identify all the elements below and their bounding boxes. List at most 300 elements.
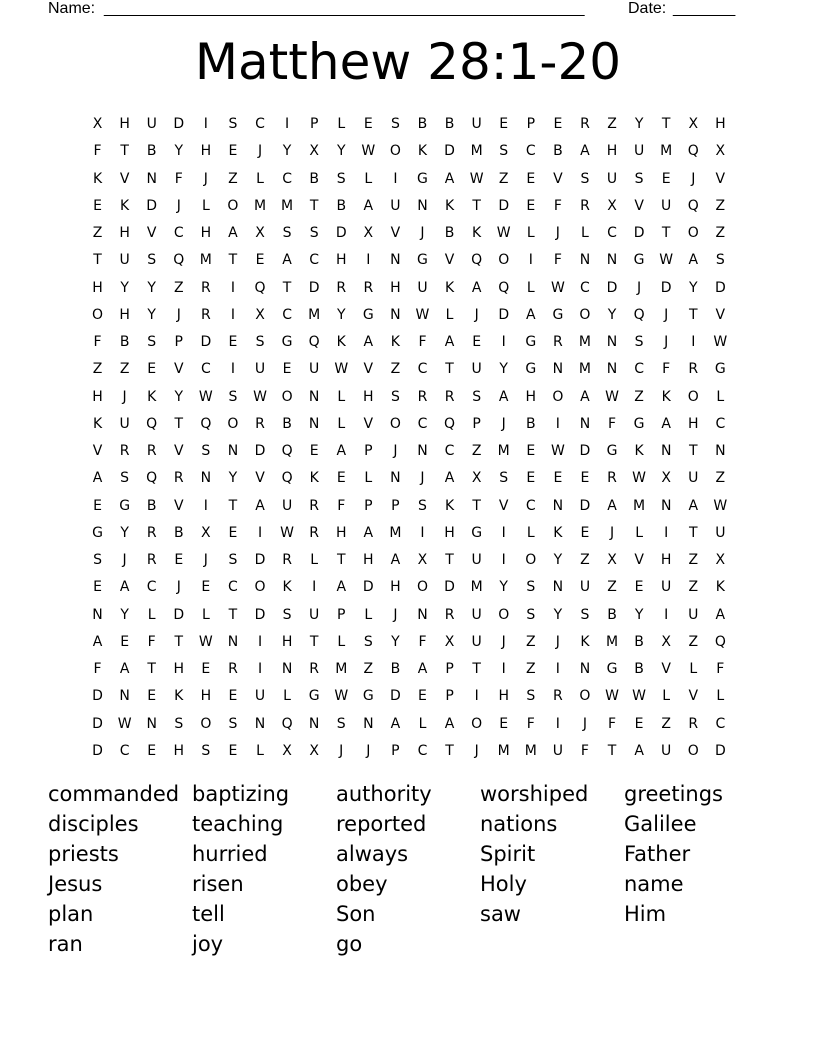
grid-letter[interactable]: Y (147, 306, 156, 323)
grid-letter[interactable]: K (390, 334, 400, 350)
grid-letter[interactable]: E (147, 688, 157, 705)
grid-letter[interactable]: C (417, 415, 428, 432)
grid-letter[interactable]: A (688, 252, 699, 269)
grid-letter[interactable]: T (174, 633, 184, 650)
grid-letter[interactable]: T (445, 361, 454, 378)
grid-letter[interactable]: E (634, 715, 644, 732)
grid-letter[interactable]: Y (228, 470, 238, 487)
grid-letter[interactable]: I (230, 279, 235, 296)
grid-letter[interactable]: U (688, 606, 699, 623)
grid-letter[interactable]: N (363, 715, 374, 732)
grid-letter[interactable]: J (420, 225, 425, 241)
grid-letter[interactable]: G (281, 334, 293, 350)
grid-letter[interactable]: B (634, 661, 644, 677)
grid-letter[interactable]: E (553, 470, 563, 487)
grid-letter[interactable]: M (470, 143, 483, 160)
grid-letter[interactable]: X (309, 143, 319, 160)
grid-letter[interactable]: Y (120, 524, 129, 541)
grid-letter[interactable]: L (147, 606, 156, 623)
grid-letter[interactable]: B (390, 661, 401, 677)
grid-letter[interactable]: F (607, 715, 617, 732)
grid-letter[interactable]: C (228, 579, 238, 596)
grid-letter[interactable]: W (198, 633, 213, 650)
grid-letter[interactable]: E (472, 334, 482, 350)
grid-letter[interactable]: D (173, 116, 185, 132)
grid-letter[interactable]: E (499, 715, 509, 732)
grid-letter[interactable]: B (634, 633, 644, 650)
grid-letter[interactable]: N (146, 715, 157, 732)
grid-letter[interactable]: N (660, 443, 672, 459)
grid-letter[interactable]: N (308, 388, 320, 405)
grid-letter[interactable]: R (309, 497, 320, 514)
grid-letter[interactable]: O (471, 715, 483, 732)
grid-letter[interactable]: Z (92, 361, 103, 378)
grid-letter[interactable]: Q (200, 415, 212, 432)
grid-letter[interactable]: S (228, 116, 238, 132)
grid-letter[interactable]: D (362, 579, 374, 596)
grid-letter[interactable]: T (445, 742, 454, 759)
grid-letter[interactable]: O (552, 388, 564, 405)
grid-letter[interactable]: A (580, 388, 590, 405)
grid-letter[interactable]: V (634, 552, 644, 568)
grid-letter[interactable]: H (660, 552, 672, 568)
grid-letter[interactable]: T (120, 143, 129, 160)
grid-letter[interactable]: N (227, 443, 239, 459)
grid-letter[interactable]: E (228, 688, 238, 705)
grid-letter[interactable]: R (173, 470, 184, 487)
grid-letter[interactable]: B (282, 415, 292, 432)
grid-letter[interactable]: X (92, 116, 103, 132)
grid-letter[interactable]: Z (580, 552, 590, 568)
grid-letter[interactable]: A (444, 715, 455, 732)
grid-letter[interactable]: R (607, 470, 617, 487)
grid-letter[interactable]: T (688, 306, 698, 323)
grid-letter[interactable]: F (662, 361, 671, 378)
grid-letter[interactable]: I (230, 361, 235, 378)
grid-letter[interactable]: X (607, 197, 617, 214)
grid-letter[interactable]: E (580, 524, 590, 541)
grid-letter[interactable]: U (309, 606, 320, 623)
grid-letter[interactable]: A (119, 661, 130, 677)
grid-letter[interactable]: T (445, 552, 454, 568)
grid-letter[interactable]: Y (391, 633, 400, 650)
grid-letter[interactable]: O (92, 306, 104, 323)
grid-letter[interactable]: T (309, 197, 319, 214)
grid-letter[interactable]: E (526, 443, 536, 459)
grid-letter[interactable]: D (498, 306, 510, 323)
grid-letter[interactable]: C (282, 306, 292, 323)
grid-letter[interactable]: X (661, 633, 671, 650)
grid-letter[interactable]: H (200, 143, 212, 160)
grid-letter[interactable]: N (606, 361, 618, 378)
grid-letter[interactable]: S (201, 742, 211, 759)
grid-letter[interactable]: L (364, 606, 373, 623)
grid-letter[interactable]: T (688, 524, 698, 541)
grid-letter[interactable]: S (526, 606, 536, 623)
grid-letter[interactable]: J (339, 742, 344, 759)
grid-letter[interactable]: W (496, 225, 511, 241)
grid-letter[interactable]: R (119, 443, 130, 459)
grid-letter[interactable]: D (633, 225, 645, 241)
grid-letter[interactable]: D (444, 143, 455, 160)
grid-letter[interactable]: K (715, 579, 725, 596)
grid-letter[interactable]: G (92, 524, 103, 541)
grid-letter[interactable]: S (336, 715, 346, 732)
grid-letter[interactable]: K (634, 443, 644, 459)
grid-letter[interactable]: N (119, 688, 130, 705)
grid-letter[interactable]: Z (525, 661, 536, 677)
grid-letter[interactable]: J (176, 197, 181, 214)
grid-letter[interactable]: I (555, 415, 560, 432)
grid-letter[interactable]: A (498, 388, 509, 405)
grid-letter[interactable]: S (174, 715, 184, 732)
grid-letter[interactable]: D (308, 279, 320, 296)
grid-letter[interactable]: C (173, 225, 184, 241)
grid-letter[interactable]: Z (525, 633, 536, 650)
grid-letter[interactable]: Z (634, 388, 644, 405)
grid-letter[interactable]: A (580, 143, 590, 160)
grid-letter[interactable]: E (228, 334, 238, 350)
grid-letter[interactable]: S (390, 388, 400, 405)
grid-letter[interactable]: C (607, 225, 617, 241)
grid-letter[interactable]: C (417, 361, 428, 378)
grid-letter[interactable]: S (418, 497, 427, 514)
grid-letter[interactable]: C (282, 170, 292, 187)
grid-letter[interactable]: W (469, 170, 484, 187)
grid-letter[interactable]: X (607, 552, 617, 568)
grid-letter[interactable]: I (501, 334, 506, 350)
grid-letter[interactable]: U (552, 742, 563, 759)
grid-letter[interactable]: V (390, 225, 401, 241)
grid-letter[interactable]: D (254, 443, 266, 459)
grid-letter[interactable]: S (634, 170, 644, 187)
grid-letter[interactable]: R (363, 279, 374, 296)
grid-letter[interactable]: D (92, 688, 103, 705)
grid-letter[interactable]: P (364, 443, 373, 459)
grid-letter[interactable]: D (444, 579, 455, 596)
grid-letter[interactable]: C (417, 742, 428, 759)
grid-letter[interactable]: M (308, 306, 321, 323)
grid-letter[interactable]: Y (607, 306, 617, 323)
grid-letter[interactable]: A (363, 197, 374, 214)
grid-letter[interactable]: G (552, 306, 564, 323)
grid-letter[interactable]: D (254, 606, 266, 623)
grid-letter[interactable]: Y (634, 606, 644, 623)
grid-letter[interactable]: V (634, 197, 644, 214)
grid-letter[interactable]: K (92, 415, 103, 432)
grid-letter[interactable]: L (526, 279, 535, 296)
grid-letter[interactable]: R (282, 552, 292, 568)
grid-letter[interactable]: K (444, 197, 455, 214)
grid-letter[interactable]: J (664, 306, 669, 323)
grid-letter[interactable]: T (228, 606, 238, 623)
grid-letter[interactable]: K (174, 688, 184, 705)
grid-letter[interactable]: K (472, 225, 482, 241)
grid-letter[interactable]: A (228, 225, 238, 241)
grid-letter[interactable]: I (203, 116, 208, 132)
grid-letter[interactable]: O (687, 742, 699, 759)
grid-letter[interactable]: A (363, 524, 374, 541)
grid-letter[interactable]: Q (308, 334, 320, 350)
grid-letter[interactable]: A (634, 742, 644, 759)
grid-letter[interactable]: E (526, 170, 536, 187)
grid-letter[interactable]: S (526, 688, 536, 705)
grid-letter[interactable]: J (474, 306, 479, 323)
grid-letter[interactable]: P (391, 742, 400, 759)
grid-letter[interactable]: H (92, 388, 103, 405)
grid-letter[interactable]: A (92, 470, 103, 487)
grid-letter[interactable]: E (634, 579, 644, 596)
grid-letter[interactable]: K (444, 497, 455, 514)
grid-letter[interactable]: R (309, 661, 320, 677)
grid-letter[interactable]: S (336, 170, 346, 187)
grid-letter[interactable]: L (445, 306, 454, 323)
grid-letter[interactable]: C (255, 116, 265, 132)
grid-letter[interactable]: N (146, 170, 157, 187)
grid-letter[interactable]: S (147, 334, 157, 350)
grid-letter[interactable]: U (417, 279, 428, 296)
grid-letter[interactable]: N (606, 334, 618, 350)
grid-letter[interactable]: K (336, 334, 346, 350)
grid-letter[interactable]: A (607, 497, 617, 514)
grid-letter[interactable]: X (201, 524, 211, 541)
grid-letter[interactable]: Z (92, 225, 103, 241)
grid-letter[interactable]: X (255, 225, 265, 241)
grid-letter[interactable]: N (200, 470, 212, 487)
grid-letter[interactable]: V (715, 306, 726, 323)
grid-letter[interactable]: M (470, 579, 483, 596)
grid-letter[interactable]: F (174, 170, 183, 187)
grid-letter[interactable]: Z (498, 170, 509, 187)
grid-letter[interactable]: C (444, 443, 455, 459)
grid-letter[interactable]: H (335, 252, 347, 269)
grid-letter[interactable]: T (309, 633, 319, 650)
grid-letter[interactable]: I (257, 633, 263, 650)
grid-letter[interactable]: S (282, 225, 292, 241)
grid-letter[interactable]: O (281, 388, 293, 405)
grid-letter[interactable]: C (715, 715, 726, 732)
grid-letter[interactable]: S (715, 252, 725, 269)
grid-letter[interactable]: W (198, 388, 213, 405)
grid-letter[interactable]: G (471, 524, 483, 541)
grid-letter[interactable]: S (201, 443, 211, 459)
grid-letter[interactable]: H (200, 688, 212, 705)
grid-letter[interactable]: A (255, 497, 265, 514)
grid-letter[interactable]: U (661, 197, 672, 214)
grid-letter[interactable]: F (418, 633, 427, 650)
grid-letter[interactable]: J (122, 552, 127, 568)
grid-letter[interactable]: L (201, 606, 210, 623)
grid-letter[interactable]: K (580, 633, 590, 650)
grid-letter[interactable]: F (93, 143, 102, 160)
grid-letter[interactable]: J (474, 742, 479, 759)
grid-letter[interactable]: V (661, 661, 671, 677)
grid-letter[interactable]: X (471, 470, 482, 487)
grid-letter[interactable]: K (553, 524, 563, 541)
grid-letter[interactable]: T (661, 116, 671, 132)
grid-letter[interactable]: C (580, 279, 590, 296)
grid-letter[interactable]: A (715, 606, 726, 623)
grid-letter[interactable]: D (200, 334, 212, 350)
grid-letter[interactable]: V (688, 688, 699, 705)
grid-letter[interactable]: S (363, 633, 373, 650)
grid-letter[interactable]: N (254, 715, 266, 732)
grid-letter[interactable]: E (336, 470, 346, 487)
grid-letter[interactable]: Q (173, 252, 185, 269)
grid-letter[interactable]: R (200, 279, 211, 296)
grid-letter[interactable]: E (228, 143, 238, 160)
grid-letter[interactable]: H (119, 225, 130, 241)
grid-letter[interactable]: R (553, 688, 563, 705)
grid-letter[interactable]: R (553, 334, 563, 350)
grid-letter[interactable]: A (661, 415, 671, 432)
grid-letter[interactable]: E (120, 633, 130, 650)
grid-letter[interactable]: P (526, 116, 536, 132)
grid-letter[interactable]: L (337, 633, 346, 650)
grid-letter[interactable]: E (499, 116, 509, 132)
grid-letter[interactable]: I (312, 579, 317, 596)
grid-letter[interactable]: N (308, 415, 320, 432)
grid-letter[interactable]: H (715, 116, 726, 132)
grid-letter[interactable]: H (281, 633, 293, 650)
grid-letter[interactable]: Q (633, 306, 645, 323)
grid-letter[interactable]: D (714, 742, 726, 759)
grid-letter[interactable]: S (472, 388, 482, 405)
grid-letter[interactable]: D (606, 279, 618, 296)
grid-letter[interactable]: J (664, 334, 669, 350)
grid-letter[interactable]: Z (471, 443, 482, 459)
grid-letter[interactable]: J (637, 279, 642, 296)
grid-letter[interactable]: I (664, 524, 669, 541)
grid-letter[interactable]: N (417, 606, 428, 623)
grid-letter[interactable]: G (119, 497, 131, 514)
grid-letter[interactable]: E (201, 579, 211, 596)
grid-letter[interactable]: Y (336, 306, 346, 323)
grid-letter[interactable]: T (688, 443, 698, 459)
grid-letter[interactable]: N (390, 470, 401, 487)
grid-letter[interactable]: D (579, 497, 591, 514)
grid-letter[interactable]: A (444, 470, 455, 487)
grid-letter[interactable]: K (661, 388, 671, 405)
grid-letter[interactable]: I (285, 116, 290, 132)
grid-letter[interactable]: L (716, 688, 725, 705)
grid-letter[interactable]: U (471, 361, 482, 378)
grid-letter[interactable]: S (580, 170, 590, 187)
grid-letter[interactable]: I (203, 497, 208, 514)
grid-letter[interactable]: S (580, 606, 590, 623)
grid-letter[interactable]: B (525, 415, 536, 432)
grid-letter[interactable]: A (119, 579, 130, 596)
grid-letter[interactable]: O (579, 306, 591, 323)
grid-letter[interactable]: L (337, 116, 346, 132)
grid-letter[interactable]: T (472, 197, 481, 214)
grid-letter[interactable]: A (363, 334, 374, 350)
grid-letter[interactable]: U (606, 170, 618, 187)
grid-letter[interactable]: Z (119, 361, 130, 378)
grid-letter[interactable]: E (255, 252, 265, 269)
grid-letter[interactable]: R (580, 116, 590, 132)
grid-letter[interactable]: V (715, 170, 726, 187)
grid-letter[interactable]: B (173, 524, 184, 541)
grid-letter[interactable]: B (444, 116, 455, 132)
grid-letter[interactable]: N (606, 252, 618, 269)
grid-letter[interactable]: F (553, 197, 562, 214)
grid-letter[interactable]: E (147, 742, 157, 759)
grid-letter[interactable]: B (607, 606, 617, 623)
grid-letter[interactable]: Y (147, 279, 156, 296)
grid-letter[interactable]: M (253, 197, 267, 214)
grid-letter[interactable]: C (119, 742, 130, 759)
grid-letter[interactable]: P (174, 334, 183, 350)
grid-letter[interactable]: H (498, 688, 509, 705)
grid-letter[interactable]: W (334, 361, 349, 378)
grid-letter[interactable]: U (146, 116, 157, 132)
grid-letter[interactable]: A (390, 552, 401, 568)
grid-letter[interactable]: L (581, 225, 589, 241)
grid-letter[interactable]: Q (471, 252, 483, 269)
grid-letter[interactable]: H (363, 552, 374, 568)
grid-letter[interactable]: N (715, 443, 726, 459)
grid-letter[interactable]: Y (499, 361, 508, 378)
grid-letter[interactable]: O (416, 579, 428, 596)
grid-letter[interactable]: U (281, 497, 293, 514)
grid-letter[interactable]: V (146, 225, 157, 241)
grid-letter[interactable]: N (552, 361, 564, 378)
grid-letter[interactable]: K (282, 579, 292, 596)
grid-letter[interactable]: E (309, 443, 319, 459)
grid-letter[interactable]: T (228, 252, 238, 269)
grid-letter[interactable]: U (471, 552, 482, 568)
grid-letter[interactable]: W (713, 334, 728, 350)
grid-letter[interactable]: N (390, 306, 401, 323)
grid-letter[interactable]: D (335, 225, 347, 241)
grid-letter[interactable]: L (526, 524, 535, 541)
grid-letter[interactable]: W (415, 306, 430, 323)
grid-letter[interactable]: Y (174, 143, 184, 160)
grid-letter[interactable]: R (688, 361, 699, 378)
grid-letter[interactable]: R (146, 524, 157, 541)
grid-letter[interactable]: T (472, 661, 481, 677)
grid-letter[interactable]: H (606, 143, 618, 160)
grid-letter[interactable]: O (687, 388, 699, 405)
grid-letter[interactable]: V (173, 361, 184, 378)
grid-letter[interactable]: Y (120, 606, 129, 623)
grid-letter[interactable]: F (553, 252, 562, 269)
grid-letter[interactable]: O (579, 688, 591, 705)
grid-letter[interactable]: Z (228, 170, 238, 187)
grid-letter[interactable]: N (281, 661, 293, 677)
grid-letter[interactable]: R (309, 524, 320, 541)
grid-letter[interactable]: K (309, 470, 319, 487)
grid-letter[interactable]: R (146, 443, 157, 459)
grid-letter[interactable]: C (525, 497, 536, 514)
grid-letter[interactable]: G (525, 361, 537, 378)
grid-letter[interactable]: J (366, 742, 371, 759)
grid-letter[interactable]: Z (688, 552, 699, 568)
grid-letter[interactable]: Q (281, 443, 293, 459)
grid-letter[interactable]: L (201, 197, 210, 214)
grid-letter[interactable]: H (200, 225, 212, 241)
grid-letter[interactable]: A (336, 579, 347, 596)
grid-letter[interactable]: P (445, 688, 454, 705)
grid-letter[interactable]: B (119, 334, 130, 350)
grid-letter[interactable]: H (390, 579, 401, 596)
grid-letter[interactable]: N (579, 252, 591, 269)
grid-letter[interactable]: M (524, 742, 537, 759)
grid-letter[interactable]: V (444, 252, 455, 269)
grid-letter[interactable]: H (444, 524, 455, 541)
grid-letter[interactable]: N (92, 606, 103, 623)
